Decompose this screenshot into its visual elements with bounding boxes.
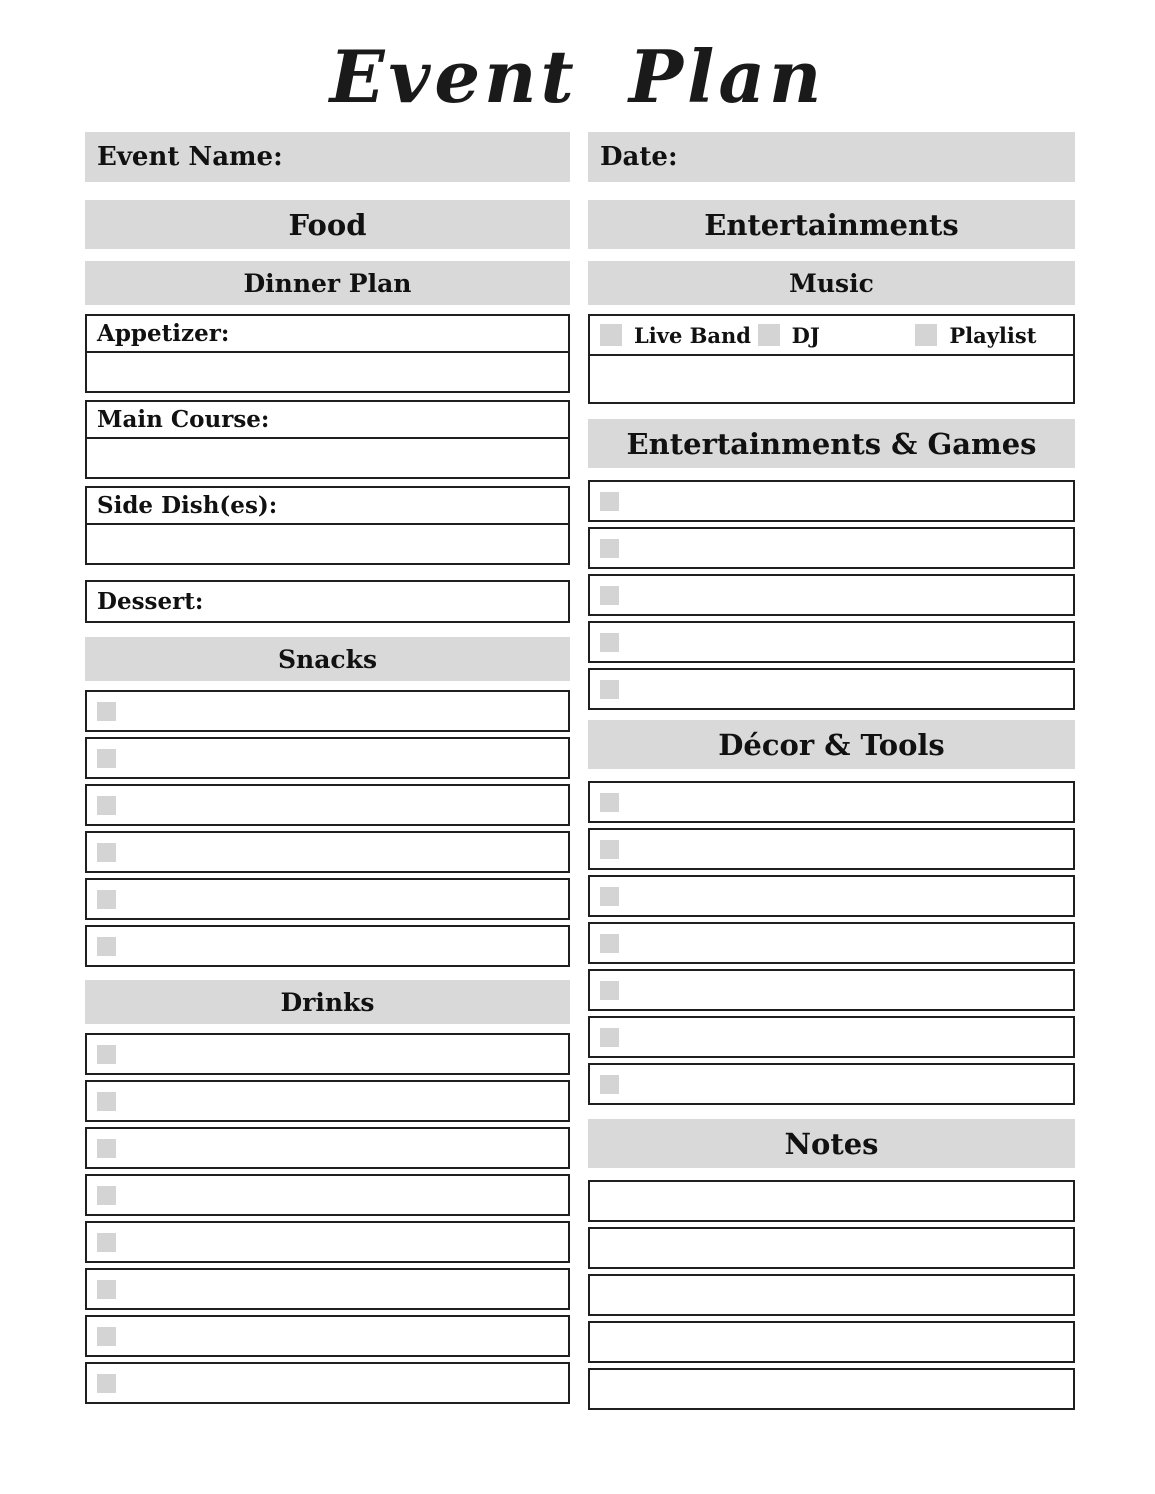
entertainments-section-title: Entertainments [704,207,959,242]
main-course-input[interactable] [87,439,568,477]
dinner-plan-title: Dinner Plan [243,268,412,298]
decor-row[interactable] [588,969,1075,1011]
checkbox-icon[interactable] [97,1233,116,1252]
event-name-label: Event Name: [97,142,283,172]
checkbox-icon[interactable] [600,934,619,953]
game-row[interactable] [588,527,1075,569]
snack-row[interactable] [85,784,570,826]
main-course-label: Main Course: [87,402,568,439]
checkbox-icon[interactable] [97,1092,116,1111]
note-row[interactable] [588,1227,1075,1269]
music-option-live-band[interactable] [600,323,758,348]
content-columns [0,132,1155,1415]
music-options-row [590,316,1073,356]
dessert-label[interactable]: Dessert: [97,588,204,615]
game-row[interactable] [588,480,1075,522]
drinks-list [85,1033,570,1404]
drink-row[interactable] [85,1127,570,1169]
drinks-title: Drinks [280,987,375,1017]
snack-row[interactable] [85,690,570,732]
snack-row[interactable] [85,878,570,920]
game-row[interactable] [588,574,1075,616]
snack-row[interactable] [85,925,570,967]
playlist-checkbox-icon[interactable] [915,324,937,346]
side-dishes-field-block [85,486,570,565]
game-row[interactable] [588,668,1075,710]
appetizer-field-block [85,314,570,393]
drink-row[interactable] [85,1362,570,1404]
checkbox-icon[interactable] [97,843,116,862]
drink-row[interactable] [85,1315,570,1357]
page-title: Event Plan [329,34,826,119]
checkbox-icon[interactable] [600,1075,619,1094]
drink-row[interactable] [85,1033,570,1075]
checkbox-icon[interactable] [600,981,619,1000]
checkbox-icon[interactable] [97,1280,116,1299]
checkbox-icon[interactable] [97,1374,116,1393]
games-section-header [588,419,1075,468]
music-box [588,314,1075,404]
decor-row[interactable] [588,781,1075,823]
checkbox-icon[interactable] [97,890,116,909]
checkbox-icon[interactable] [97,796,116,815]
music-option-dj[interactable] [758,323,916,348]
decor-row[interactable] [588,875,1075,917]
checkbox-icon[interactable] [97,1186,116,1205]
decor-list [588,781,1075,1105]
date-input[interactable] [678,132,1075,182]
date-bar [588,132,1075,182]
live-band-checkbox-icon[interactable] [600,324,622,346]
checkbox-icon[interactable] [600,680,619,699]
drink-row[interactable] [85,1221,570,1263]
note-row[interactable] [588,1180,1075,1222]
live-band-label: Live Band [634,322,751,348]
games-section-title: Entertainments & Games [626,426,1037,461]
appetizer-label: Appetizer: [87,316,568,353]
note-row[interactable] [588,1274,1075,1316]
checkbox-icon[interactable] [600,840,619,859]
decor-row[interactable] [588,1016,1075,1058]
checkbox-icon[interactable] [600,887,619,906]
checkbox-icon[interactable] [600,793,619,812]
checkbox-icon[interactable] [97,1139,116,1158]
dj-checkbox-icon[interactable] [758,324,780,346]
decor-row[interactable] [588,922,1075,964]
playlist-label: Playlist [949,322,1037,348]
drinks-header [85,980,570,1024]
checkbox-icon[interactable] [97,937,116,956]
drink-row[interactable] [85,1174,570,1216]
snack-row[interactable] [85,831,570,873]
snacks-title: Snacks [277,644,378,674]
checkbox-icon[interactable] [600,539,619,558]
main-course-field-block [85,400,570,479]
games-list [588,480,1075,710]
side-dishes-label: Side Dish(es): [87,488,568,525]
music-header [588,261,1075,305]
checkbox-icon[interactable] [600,633,619,652]
side-dishes-input[interactable] [87,525,568,563]
dj-label: DJ [791,322,820,348]
food-section-title: Food [288,207,367,242]
decor-section-title: Décor & Tools [718,727,945,762]
snacks-list [85,690,570,967]
decor-section-header [588,720,1075,769]
left-column [85,132,570,1415]
food-section-header [85,200,570,249]
checkbox-icon[interactable] [97,749,116,768]
snack-row[interactable] [85,737,570,779]
dinner-plan-header [85,261,570,305]
event-name-bar [85,132,570,182]
snacks-header [85,637,570,681]
checkbox-icon[interactable] [600,586,619,605]
game-row[interactable] [588,621,1075,663]
drink-row[interactable] [85,1268,570,1310]
notes-section-header [588,1119,1075,1168]
note-row[interactable] [588,1368,1075,1410]
date-label: Date: [600,142,678,172]
music-notes-input[interactable] [590,356,1073,402]
notes-section-title: Notes [784,1126,879,1161]
notes-list [588,1180,1075,1410]
event-name-input[interactable] [283,132,570,182]
entertainments-section-header [588,200,1075,249]
checkbox-icon[interactable] [97,702,116,721]
music-option-playlist[interactable] [915,323,1073,348]
right-column [588,132,1075,1415]
checkbox-icon[interactable] [97,1327,116,1346]
decor-row[interactable] [588,828,1075,870]
dessert-field-block [85,580,570,623]
appetizer-input[interactable] [87,353,568,391]
drink-row[interactable] [85,1080,570,1122]
music-title: Music [789,268,874,298]
checkbox-icon[interactable] [97,1045,116,1064]
checkbox-icon[interactable] [600,1028,619,1047]
note-row[interactable] [588,1321,1075,1363]
decor-row[interactable] [588,1063,1075,1105]
checkbox-icon[interactable] [600,492,619,511]
